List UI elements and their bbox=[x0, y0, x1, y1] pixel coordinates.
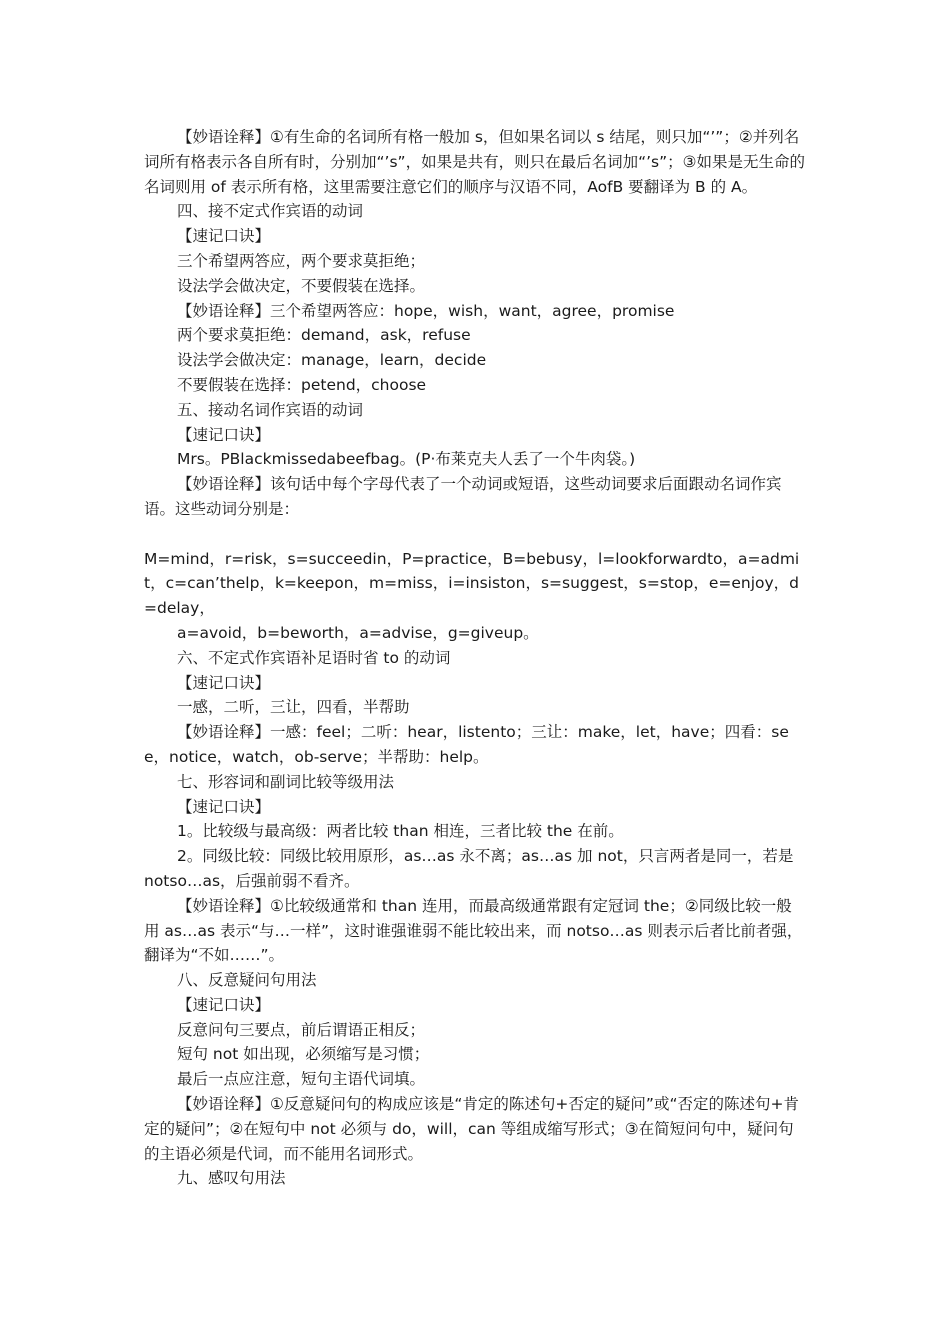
paragraph: 四、接不定式作宾语的动词 bbox=[177, 202, 364, 221]
paragraph: 八、反意疑问句用法 bbox=[177, 971, 317, 990]
paragraph: 设法学会做决定，不要假装在选择。 bbox=[177, 276, 426, 295]
paragraph: Mrs。PBlackmissedabeefbag。(P·布莱克夫人丢了一个牛肉袋。) bbox=[177, 450, 636, 469]
paragraph: 【速记口诀】 bbox=[177, 425, 271, 444]
paragraph: 最后一点应注意，短句主语代词填。 bbox=[177, 1070, 426, 1089]
paragraph: 五、接动名词作宾语的动词 bbox=[177, 400, 364, 419]
paragraph: 设法学会做决定：manage，learn，decide bbox=[177, 351, 487, 370]
document-body bbox=[144, 125, 806, 1191]
paragraph: 一感，二听，三让，四看，半帮助 bbox=[177, 698, 410, 717]
paragraph: 【妙语诠释】三个希望两答应：hope，wish，want，agree，promise bbox=[177, 301, 675, 320]
paragraph: 【妙语诠释】该句话中每个字母代表了一个动词或短语，这些动词要求后面跟动名词作宾语。这些动词分别是： bbox=[144, 475, 782, 518]
paragraph: 七、形容词和副词比较等级用法 bbox=[177, 772, 395, 791]
paragraph: 【速记口诀】 bbox=[177, 227, 271, 246]
paragraph: 短句 not 如出现，必须缩写是习惯； bbox=[177, 1045, 430, 1064]
paragraph: 【妙语诠释】一感：feel；二听：hear，listento；三让：make，let，have；四看：see，notice，watch，ob-serve；半帮助：help。 bbox=[144, 723, 789, 766]
paragraph: 1。比较级与最高级：两者比较 than 相连，三者比较 the 在前。 bbox=[177, 822, 624, 841]
paragraph: 三个希望两答应，两个要求莫拒绝； bbox=[177, 251, 426, 270]
paragraph: 【速记口诀】 bbox=[177, 995, 271, 1014]
paragraph: 反意问句三要点，前后谓语正相反； bbox=[177, 1020, 426, 1039]
paragraph: 不要假装在选择：petend，choose bbox=[177, 375, 427, 394]
paragraph: 六、不定式作宾语补足语时省 to 的动词 bbox=[177, 648, 451, 667]
paragraph: a=avoid，b=beworth，a=advise，g=giveup。 bbox=[177, 623, 539, 642]
paragraph: 两个要求莫拒绝：demand，ask，refuse bbox=[177, 326, 471, 345]
paragraph: 【妙语诠释】①有生命的名词所有格一般加 s，但如果名词以 s 结尾，则只加“’”；②并列名词所有格表示各自所有时，分别加“’s”，如果是共有，则只在最后名词加“’s”；③如果是无生命的名词则用 of 表示所有格，这里需要注意它们的顺序与汉语不同，AofB 要翻译为 B 的 A。 bbox=[144, 128, 806, 196]
paragraph: 【速记口诀】 bbox=[177, 673, 271, 692]
paragraph: 2。同级比较：同级比较用原形，as…as 永不离；as…as 加 not，只言两者是同一，若是 notso…as，后强前弱不看齐。 bbox=[144, 847, 794, 890]
paragraph: 九、感叹句用法 bbox=[177, 1169, 286, 1188]
paragraph bbox=[144, 522, 806, 547]
paragraph: 【妙语诠释】①比较级通常和 than 连用，而最高级通常跟有定冠词 the；②同级比较一般用 as…as 表示“与…一样”，这时谁强谁弱不能比较出来，而 notso…as 则表示后者比前者强，翻译为“不如……”。 bbox=[144, 896, 803, 965]
paragraph: M=mind，r=risk，s=succeedin，P=practice，B=bebusy，l=lookforwardto，a=admit，c=can’thelp，k=keepon，m=miss，i=insiston，s=suggest，s=stop，e=enjoy，d=delay， bbox=[144, 549, 800, 618]
paragraph: 【妙语诠释】①反意疑问句的构成应该是“肯定的陈述句+否定的疑问”或“否定的陈述句+肯定的疑问”；②在短句中 not 必须与 do，will，can 等组成缩写形式；③在简短问句中，疑问句的主语必须是代词，而不能用名词形式。 bbox=[144, 1095, 799, 1163]
paragraph: 【速记口诀】 bbox=[177, 797, 271, 816]
